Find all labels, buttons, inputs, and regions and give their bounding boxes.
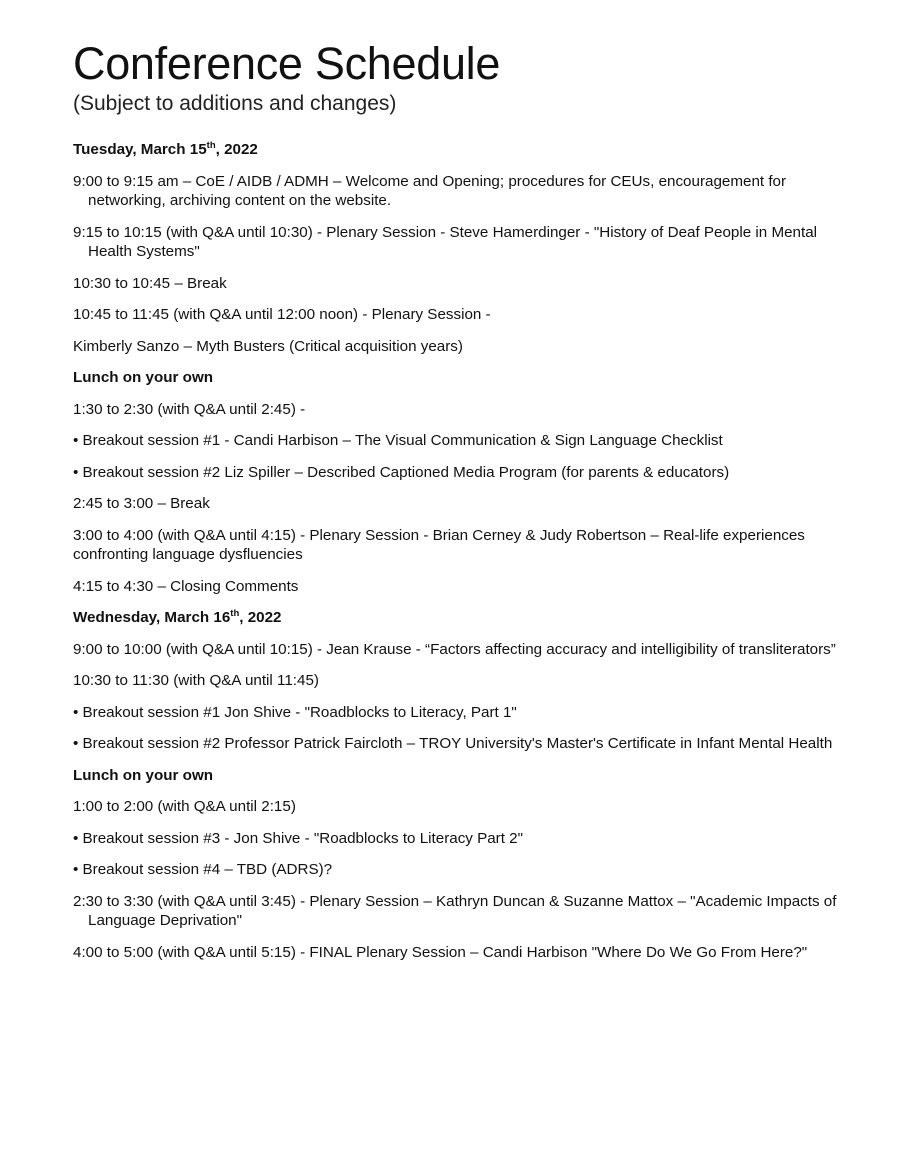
day-heading-year: , 2022 bbox=[215, 141, 258, 158]
schedule-item: 4:00 to 5:00 (with Q&A until 5:15) - FINAL Plenary Session – Candi Harbison "Where Do We Go From Here?" bbox=[73, 943, 808, 961]
schedule-item: 3:00 to 4:00 (with Q&A until 4:15) - Plenary Session - Brian Cerney & Judy Robertson – Real-life experiences confronting language dysfluencies bbox=[73, 526, 805, 563]
schedule-item: 9:15 to 10:15 (with Q&A until 10:30) - Plenary Session - Steve Hamerdinger - "History of Deaf People in Mental Health Systems" bbox=[73, 223, 818, 260]
schedule-item: 2:45 to 3:00 – Break bbox=[73, 495, 210, 512]
breakout-item: • Breakout session #3 - Jon Shive - "Roadblocks to Literacy Part 2" bbox=[73, 829, 843, 849]
schedule-item: Kimberly Sanzo – Myth Busters (Critical acquisition years) bbox=[73, 337, 463, 355]
day-heading bbox=[73, 140, 843, 160]
schedule-list bbox=[73, 140, 843, 962]
schedule-item: 10:45 to 11:45 (with Q&A until 12:00 noon) - Plenary Session - bbox=[73, 306, 491, 323]
breakout-item: • Breakout session #1 Jon Shive - "Roadblocks to Literacy, Part 1" bbox=[73, 703, 843, 723]
ordinal-suffix: th bbox=[230, 607, 240, 619]
lunch-heading: Lunch on your own bbox=[73, 369, 214, 386]
lunch-heading: Lunch on your own bbox=[73, 766, 214, 784]
schedule-item: 1:30 to 2:30 (with Q&A until 2:45) - bbox=[73, 400, 306, 418]
breakout-item: • Breakout session #4 – TBD (ADRS)? bbox=[73, 860, 843, 880]
schedule-document bbox=[73, 38, 843, 974]
schedule-item: 4:15 to 4:30 – Closing Comments bbox=[73, 577, 299, 595]
day-heading-year: , 2022 bbox=[239, 609, 282, 626]
page-subtitle: (Subject to additions and changes) bbox=[73, 92, 397, 115]
day-heading-text: Tuesday, March 15 bbox=[73, 141, 207, 158]
schedule-item: 1:00 to 2:00 (with Q&A until 2:15) bbox=[73, 798, 296, 815]
page-title: Conference Schedule bbox=[73, 38, 501, 89]
breakout-item: • Breakout session #2 Professor Patrick Faircloth – TROY University's Master's Certificate in Infant Mental Health bbox=[73, 734, 843, 754]
breakout-item: • Breakout session #1 - Candi Harbison – The Visual Communication & Sign Language Checklist bbox=[73, 431, 843, 451]
schedule-item: 9:00 to 9:15 am – CoE / AIDB / ADMH – Welcome and Opening; procedures for CEUs, encouragement for networking, archiving content on the website. bbox=[73, 172, 787, 209]
day-heading bbox=[73, 608, 843, 628]
schedule-item: 2:30 to 3:30 (with Q&A until 3:45) - Plenary Session – Kathryn Duncan & Suzanne Mattox – "Academic Impacts of Language Deprivation" bbox=[73, 892, 837, 929]
ordinal-suffix: th bbox=[206, 139, 216, 151]
schedule-item: 9:00 to 10:00 (with Q&A until 10:15) - Jean Krause - “Factors affecting accuracy and intelligibility of transliterators” bbox=[73, 640, 836, 658]
schedule-item: 10:30 to 11:30 (with Q&A until 11:45) bbox=[73, 672, 319, 689]
day-heading-text: Wednesday, March 16 bbox=[73, 609, 231, 626]
schedule-item: 10:30 to 10:45 – Break bbox=[73, 274, 227, 292]
breakout-item: • Breakout session #2 Liz Spiller – Described Captioned Media Program (for parents & educators) bbox=[73, 463, 843, 483]
